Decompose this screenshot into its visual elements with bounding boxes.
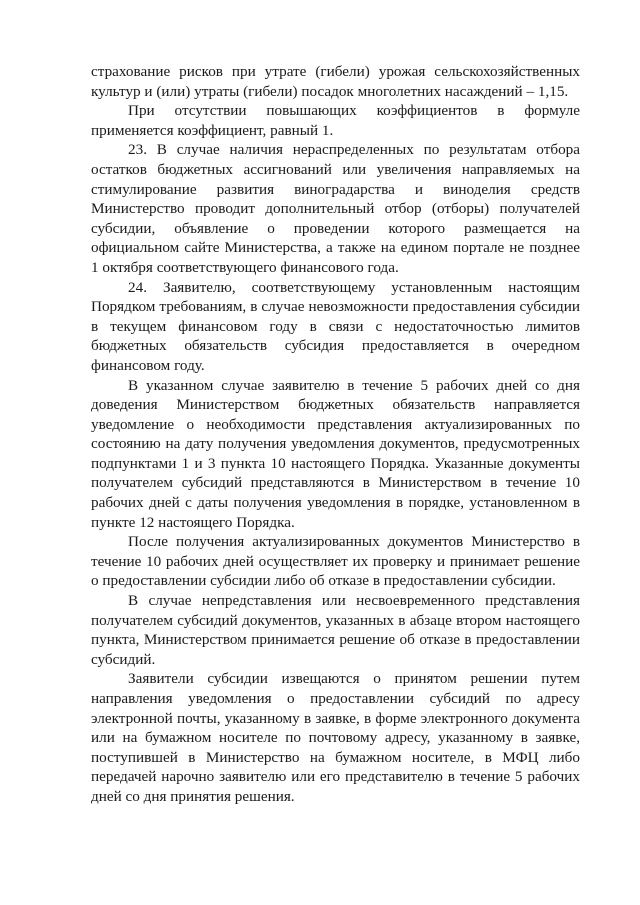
paragraph-item-24: 24. Заявителю, соответствующему установленным настоящим Порядком требованиям, в случае невозможности предоставления субсидии в текущем финансовом году в связи с недостаточностью лимитов бюджетных обязательств субсидия предоставляется в очередном финансовом году. [91,278,580,374]
paragraph-applicant-notice: Заявители субсидии извещаются о принятом решении путем направления уведомления о предоставлении субсидий по адресу электронной почты, указанному в заявке, в форме электронного документа или на бумажном носителе по почтовому адресу, указанному в заявке, поступившей в Министерство на бумажном носителе, в МФЦ либо передачей нарочно заявителю или его представителю в течение 5 рабочих дней со дня принятия решения. [91,670,580,805]
paragraph-document-review: После получения актуализированных документов Министерство в течение 10 рабочих дней осуществляет их проверку и принимает решение о предоставлении субсидии либо об отказе в предоставлении субсидии. [91,533,580,590]
paragraph-notification-procedure: В указанном случае заявителю в течение 5 рабочих дней со дня доведения Министерством бюджетных обязательств направляется уведомление о необходимости представления актуализированных по состоянию на дату получения уведомления документов, предусмотренных подпунктами 1 и 3 пункта 10 настоящего Порядка. Указанные документы получателем субсидий представляются в Министерством в течение 10 рабочих дней с даты получения уведомления в порядке, установленном в пункте 12 настоящего Порядка. [91,376,580,531]
document-body [91,62,580,807]
paragraph-default-coefficient: При отсутствии повышающих коэффициентов в формуле применяется коэффициент, равный 1. [91,102,580,139]
paragraph-insurance-coefficient: страхование рисков при утрате (гибели) урожая сельскохозяйственных культур и (или) утраты (гибели) посадок многолетних насаждений – 1,15. [91,63,580,100]
paragraph-refusal: В случае непредставления или несвоевременного представления получателем субсидий документов, указанных в абзаце втором настоящего пункта, Министерством принимается решение об отказе в предоставлении субсидий. [91,592,580,668]
paragraph-item-23: 23. В случае наличия нераспределенных по результатам отбора остатков бюджетных ассигнований или увеличения направляемых на стимулирование развития виноградарства и виноделия средств Министерство проводит дополнительный отбор (отборы) получателей субсидии, объявление о проведении которого размещается на официальном сайте Министерства, а также на едином портале не позднее 1 октября соответствующего финансового года. [91,141,580,276]
